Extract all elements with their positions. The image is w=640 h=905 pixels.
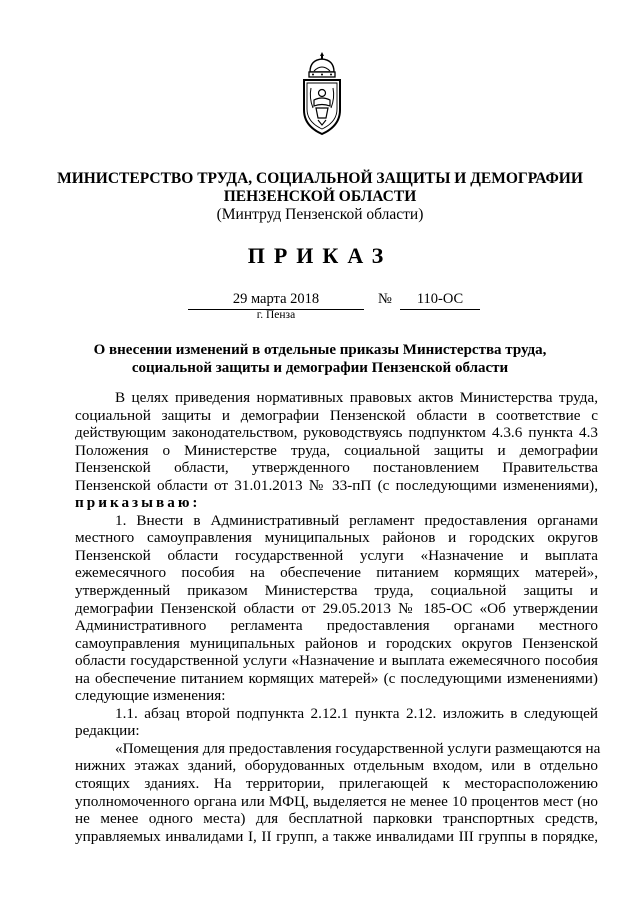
body-line: области государственной услуги «Назначение и выплата ежемесячного пособия bbox=[75, 652, 598, 670]
body-line: следующие изменения: bbox=[75, 687, 226, 705]
body-line: ежемесячного пособия на обеспечение питанием кормящих матерей», bbox=[75, 564, 598, 582]
ministry-short-name: (Минтруд Пензенской области) bbox=[216, 206, 424, 223]
subject-line-2: социальной защиты и демографии Пензенской области bbox=[131, 360, 509, 376]
body-line: Пензенской области от 31.01.2013 № 33-пП (с последующими изменениями), bbox=[75, 476, 598, 494]
body-line: самоуправления муниципальных районов и городских округов Пензенской bbox=[75, 634, 598, 652]
body-line: утвержденный приказом Министерства труда, социальной защиты и bbox=[75, 582, 598, 600]
coat-of-arms-emblem bbox=[300, 50, 344, 136]
body-line: на обеспечение питанием кормящих матерей» (с последующими изменениями) bbox=[75, 669, 598, 687]
number-sign: № bbox=[378, 291, 392, 307]
body-line: Пензенской области государственной услуги «Назначение и выплата bbox=[75, 546, 598, 564]
body-line: Административного регламента предоставления органами местного bbox=[75, 617, 598, 635]
body-line: «Помещения для предоставления государственной услуги размещаются на bbox=[115, 739, 601, 757]
document-title: ПРИКАЗ bbox=[247, 243, 393, 268]
order-number: 110-ОС bbox=[400, 291, 480, 310]
body-line: уполномоченного органа или МФЦ, выделяется не менее 10 процентов мест (но bbox=[75, 792, 598, 810]
body-line: редакции: bbox=[75, 722, 140, 740]
body-line: социальной защиты и демографии Пензенской области в соответствие с bbox=[75, 406, 598, 424]
body-line: нижних этажах зданий, оборудованных отдельным входом, или в отдельно bbox=[75, 757, 598, 775]
subject-line-1: О внесении изменений в отдельные приказы Министерства труда, bbox=[93, 342, 547, 358]
body-line: управляемых инвалидами I, II групп, а также инвалидами III группы в порядке, bbox=[75, 827, 598, 845]
city-label: г. Пенза bbox=[256, 309, 296, 321]
body-line: не менее одного места) для бесплатной парковки транспортных средств, bbox=[75, 810, 598, 828]
order-date: 29 марта 2018 bbox=[188, 291, 364, 310]
body-line: 1. Внести в Административный регламент предоставления органами bbox=[115, 511, 598, 529]
body-line: местного самоуправления муниципальных районов и городских округов bbox=[75, 529, 598, 547]
body-line: Пензенской области, утвержденного постановлением Правительства bbox=[75, 459, 598, 477]
body-line: действующим законодательством, руководствуясь подпунктом 4.3.6 пункта 4.3 bbox=[75, 424, 598, 442]
order-directive-word bbox=[75, 494, 598, 512]
ministry-name-line-1: МИНИСТЕРСТВО ТРУДА, СОЦИАЛЬНОЙ ЗАЩИТЫ И ДЕМОГРАФИИ bbox=[57, 170, 583, 187]
prikazyvayu-text: приказываю: bbox=[75, 494, 201, 512]
body-line: 1.1. абзац второй подпункта 2.12.1 пункта 2.12. изложить в следующей bbox=[115, 704, 598, 722]
body-line: В целях приведения нормативных правовых актов Министерства труда, bbox=[115, 389, 598, 406]
body-line: демографии Пензенской области от 29.05.2013 № 185-ОС «Об утверждении bbox=[75, 599, 598, 617]
ministry-name-line-2: ПЕНЗЕНСКОЙ ОБЛАСТИ bbox=[223, 188, 417, 205]
order-body-text bbox=[75, 389, 601, 845]
body-line: Положения о Министерстве труда, социальной защиты и демографии bbox=[75, 441, 598, 459]
body-line: стоящих зданиях. На территории, прилегающей к месторасположению bbox=[75, 775, 598, 793]
